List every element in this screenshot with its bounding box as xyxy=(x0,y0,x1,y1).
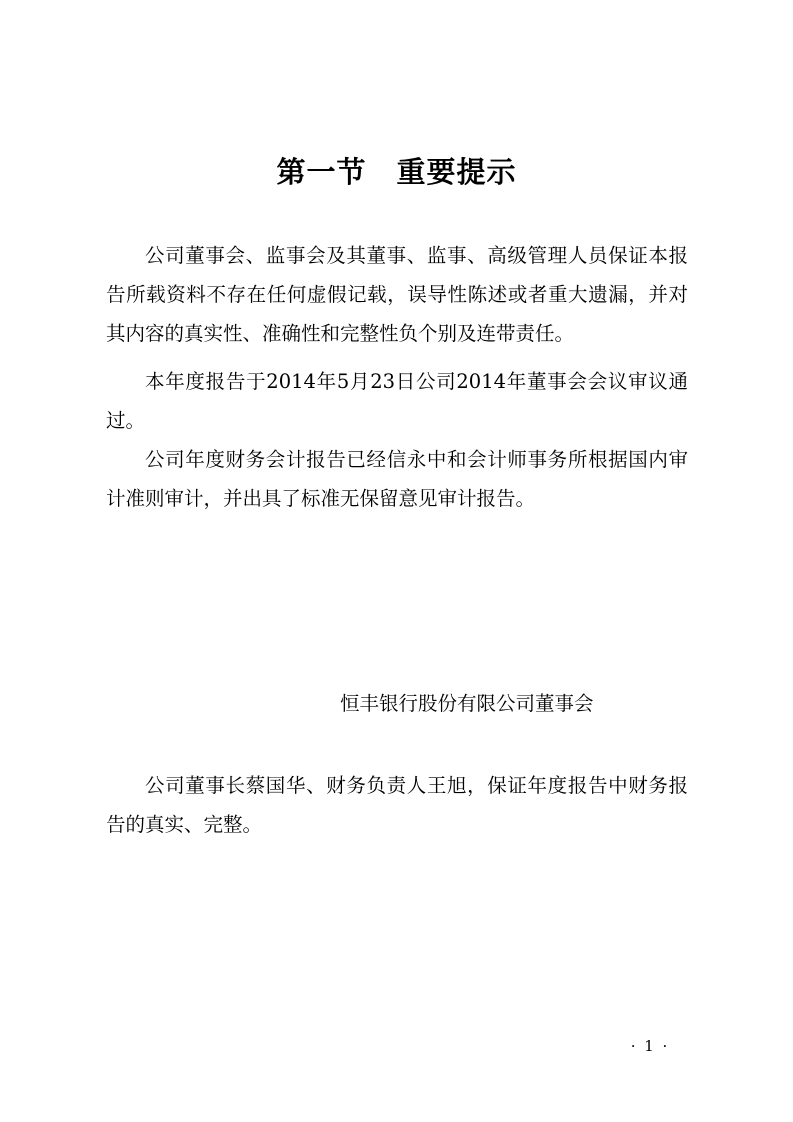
paragraph-board-guarantee xyxy=(106,236,688,353)
paragraph-officers-statement xyxy=(106,766,688,844)
paragraph-text: 公司董事长蔡国华、财务负责人王旭，保证年度报告中财务报告的真实、完整。 xyxy=(106,774,688,836)
paragraph-board-approval xyxy=(106,362,688,440)
board-signature: 恒丰银行股份有限公司董事会 xyxy=(340,692,594,715)
section-title: 第一节 重要提示 xyxy=(276,155,517,189)
paragraph-text: 本年度报告于2014年5月23日公司2014年董事会会议审议通过。 xyxy=(106,370,688,432)
paragraph-text: 公司年度财务会计报告已经信永中和会计师事务所根据国内审计准则审计，并出具了标准无保留意见审计报告。 xyxy=(106,448,688,510)
paragraph-audit-opinion xyxy=(106,440,688,518)
page-number: · 1 · xyxy=(630,1037,670,1055)
paragraph-text: 公司董事会、监事会及其董事、监事、高级管理人员保证本报告所载资料不存在任何虚假记载，误导性陈述或者重大遗漏，并对其内容的真实性、准确性和完整性负个别及连带责任。 xyxy=(106,244,688,345)
